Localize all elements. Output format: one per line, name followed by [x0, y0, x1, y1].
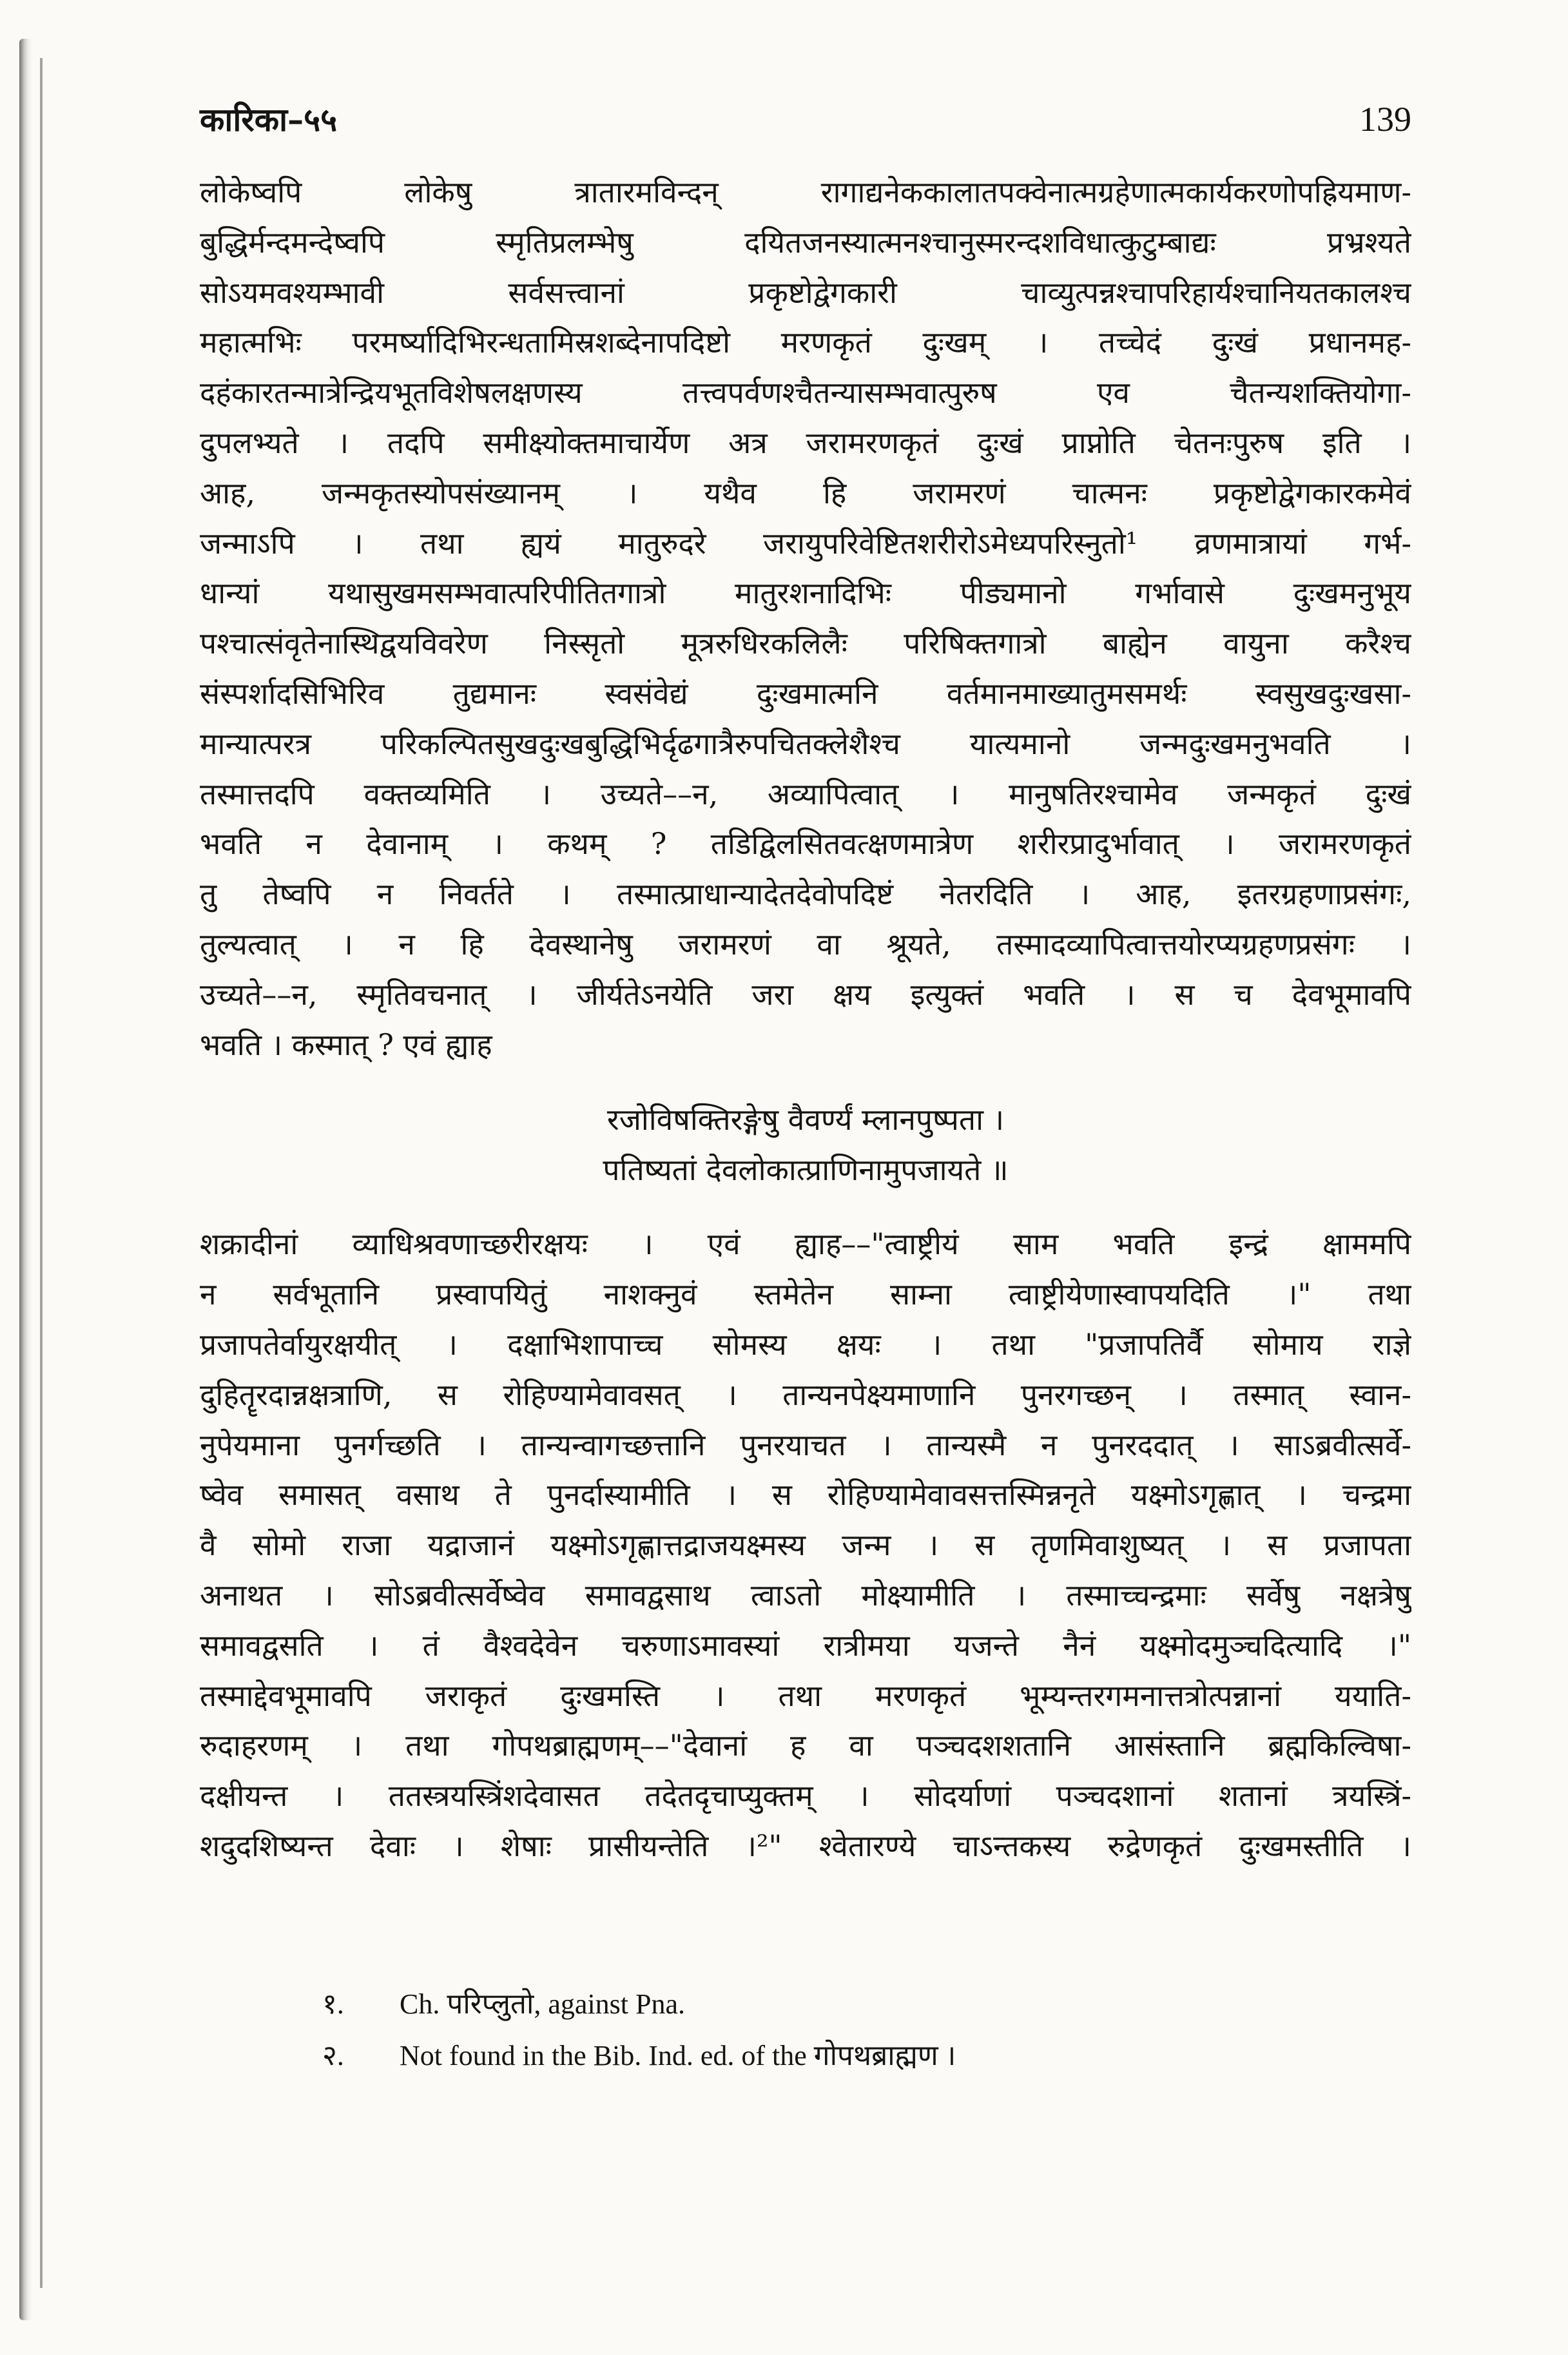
text-line: सोऽयमवश्यम्भावी सर्वसत्त्वानां प्रकृष्टोद्वेगकारी चाव्युत्पन्नश्चापरिहार्यश्चानियतकालश्च: [200, 275, 1411, 310]
commentary-paragraph-1: [200, 168, 1411, 1070]
text-line: दहंकारतन्मात्रेन्द्रियभूतविशेषलक्षणस्य तत्त्वपर्वणश्चैतन्यासम्भवात्पुरुष एव चैतन्यशक्तियोगा-: [200, 375, 1411, 411]
page-header: [200, 97, 1411, 168]
text-line: जन्माऽपि । तथा ह्ययं मातुरुदरे जरायुपरिवेष्टितशरीरोऽमेध्यपरिस्नुतो¹ व्रणमात्रायां गर्भ-: [200, 525, 1411, 561]
text-line: महात्मभिः परमर्ष्यादिभिरन्धतामिस्रशब्देनापदिष्टो मरणकृतं दुःखम् । तच्चेदं दुःखं प्रधानमह-: [200, 325, 1411, 360]
footnote-text: Not found in the Bib. Ind. ed. of the गोपथब्राह्मण ।: [400, 2040, 956, 2071]
verse-line: रजोविषक्तिरङ्गेषु वैवर्ण्यं म्लानपुष्पता ।: [606, 1102, 1005, 1138]
text-line: दुपलभ्यते । तदपि समीक्ष्योक्तमाचार्येण अत्र जरामरणकृतं दुःखं प्राप्नोति चेतनःपुरुष इति ।: [200, 425, 1411, 460]
page-number: 139: [1359, 100, 1411, 139]
footnote-text: Ch. परिप्लुतो, against Pna.: [400, 1988, 686, 2020]
karika-label: कारिका–५५: [200, 101, 338, 139]
commentary-paragraph-2: [200, 1219, 1411, 1871]
text-line: उच्यते––न, स्मृतिवचनात् । जीर्यतेऽनयेति जरा क्षय इत्युक्तं भवति । स च देवभूमावपि: [200, 976, 1411, 1012]
text-line: तस्मात्तदपि वक्तव्यमिति । उच्यते––न, अव्यापित्वात् । मानुषतिरश्चामेव जन्मकृतं दुःखं: [200, 776, 1411, 811]
text-line: दुहितॄरदान्नक्षत्राणि, स रोहिण्यामेवावसत् । तान्यनपेक्ष्यमाणानि पुनरगच्छन् । तस्मात् स्वान-: [200, 1377, 1411, 1412]
text-line: दक्षीयन्त । ततस्त्रयस्त्रिंशदेवासत तदेतदृचाप्युक्तम् । सोदर्याणां पञ्चदशानां शतानां त्रयस्त्रिं-: [200, 1778, 1411, 1814]
footnote-2: [322, 2030, 1418, 2082]
text-line: लोकेष्वपि लोकेषु त्रातारमविन्दन् रागाद्यनेककालातपक्वेनात्मग्रहेणात्मकार्यकरणोपह्रियमाण-: [200, 175, 1411, 209]
verse-line: पतिष्यतां देवलोकात्प्राणिनामुपजायते ॥: [603, 1152, 1009, 1188]
text-line: न सर्वभूतानि प्रस्वापयितुं नाशक्नुवं स्तमेतेन साम्ना त्वाष्ट्रीयेणास्वापयदिति ।" तथा: [200, 1277, 1411, 1312]
text-line: समावद्वसति । तं वैश्वदेवेन चरुणाऽमावस्यां रात्रीमया यजन्ते नैनं यक्ष्मोदमुञ्चदित्यादि ।": [200, 1627, 1411, 1663]
footnotes: [322, 1979, 1418, 2082]
text-line: रुदाहरणम् । तथा गोपथब्राह्मणम्––"देवानां ह वा पञ्चदशशतानि आसंस्तानि ब्रह्मकिल्विषा-: [200, 1728, 1411, 1763]
text-line: तुल्यत्वात् । न हि देवस्थानेषु जरामरणं वा श्रूयते, तस्मादव्यापित्वात्तयोरप्यग्रहणप्रसंगः ।: [200, 926, 1411, 962]
text-line: प्रजापतेर्वायुरक्षयीत् । दक्षाभिशापाच्च सोमस्य क्षयः । तथा "प्रजापतिर्वै सोमाय राज्ञे: [200, 1326, 1411, 1362]
text-line: आह, जन्मकृतस्योपसंख्यानम् । यथैव हि जरामरणं चात्मनः प्रकृष्टोद्वेगकारकमेवं: [200, 475, 1411, 510]
text-line: बुद्धिर्मन्दमन्देष्वपि स्मृतिप्रलम्भेषु दयितजनस्यात्मनश्चानुस्मरन्दशविधात्कुटुम्बाद्यः प्रभ्रश्यते: [200, 224, 1411, 260]
quoted-verse: [200, 1094, 1411, 1195]
book-binding-shadow: [19, 39, 32, 2320]
footnote-number: २.: [322, 2040, 344, 2071]
footnote-1: [322, 1979, 1418, 2030]
text-line: धान्यां यथासुखमसम्भवात्परिपीतितगात्रो मातुरशनादिभिः पीड्यमानो गर्भावासे दुःखमनुभूय: [200, 576, 1411, 611]
text-line: वै सोमो राजा यद्राजानं यक्ष्मोऽगृह्णात्तद्राजयक्ष्मस्य जन्म । स तृणमिवाशुष्यत् । स प्रजापता: [200, 1527, 1411, 1563]
book-binding-edge: [40, 58, 43, 2288]
text-line: पश्चात्संवृतेनास्थिद्वयविवरेण निस्सृतो मूत्ररुधिरकलिलैः परिषिक्तगात्रो बाह्येन वायुना करैश्च: [200, 626, 1411, 661]
text-line: शदुदशिष्यन्त देवाः । शेषाः प्रासीयन्तेति ।²" श्वेतारण्ये चाऽन्तकस्य रुद्रेणकृतं दुःखमस्तीति ।: [200, 1828, 1411, 1863]
text-line: ष्वेव समासत् वसाथ ते पुनर्दास्यामीति । स रोहिण्यामेवावसत्तस्मिन्ननृते यक्ष्मोऽगृह्णात् । चन्द्रमा: [200, 1477, 1411, 1513]
text-line: भवति । कस्मात् ? एवं ह्याह: [200, 1027, 492, 1062]
text-line: तस्माद्देवभूमावपि जराकृतं दुःखमस्ति । तथा मरणकृतं भूम्यन्तरगमनात्तत्रोत्पन्नानां ययाति-: [200, 1678, 1411, 1713]
text-line: तु तेष्वपि न निवर्तते । तस्मात्प्राधान्यादेतदेवोपदिष्टं नेतरदिति । आह, इतरग्रहणाप्रसंगः,: [200, 877, 1411, 912]
text-line: मान्यात्परत्र परिकल्पितसुखदुःखबुद्धिभिर्दृढगात्रैरुपचितक्लेशैश्च यात्यमानो जन्मदुःखमनुभवति ।: [200, 726, 1411, 761]
text-line: भवति न देवानाम् । कथम् ? तडिद्विलसितवत्क्षणमात्रेण शरीरप्रादुर्भावात् । जरामरणकृतं: [200, 826, 1411, 862]
page-body: [200, 97, 1411, 1872]
text-line: संस्पर्शादसिभिरिव तुद्यमानः स्वसंवेद्यं दुःखमात्मनि वर्तमानमाख्यातुमसमर्थः स्वसुखदुःखसा-: [200, 675, 1411, 711]
text-line: नुपेयमाना पुनर्गच्छति । तान्यन्वागच्छत्तानि पुनरयाचत । तान्यस्मै न पुनरददात् । साऽब्रवीत्सर्वे-: [200, 1427, 1411, 1462]
text-line: अनाथत । सोऽब्रवीत्सर्वेष्वेव समावद्वसाथ त्वाऽतो मोक्ष्यामीति । तस्माच्चन्द्रमाः सर्वेषु नक्षत्रेषु: [200, 1577, 1411, 1613]
text-line: शक्रादीनां व्याधिश्रवणाच्छरीरक्षयः । एवं ह्याह––"त्वाष्ट्रीयं साम भवति इन्द्रं क्षाममपि: [200, 1226, 1411, 1262]
footnote-number: १.: [322, 1988, 344, 2020]
